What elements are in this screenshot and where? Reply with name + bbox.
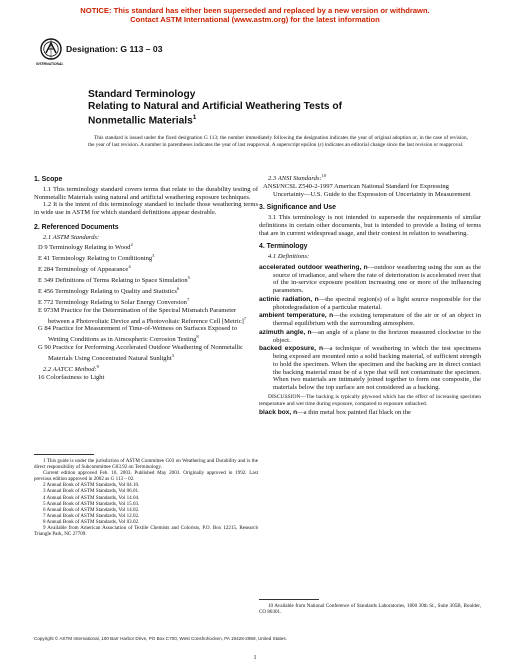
document-title (88, 89, 468, 127)
astm-standards-label: 2.1 ASTM Standards: (43, 233, 100, 241)
term-text: —the existing temperature of the air or of an object in thermal equilibrium with the surrounding atmosphere. (273, 312, 482, 328)
reference-item: E 349 Definitions of Terms Relating to Space Simulation$^5$ (38, 275, 190, 285)
term-name: ambient temperature, n (259, 312, 334, 320)
term-name: accelerated outdoor weathering, n (259, 263, 368, 271)
term-text: —the spectral region(s) of a light source responsible for the photodegradation of a particular material. (273, 295, 481, 311)
reference-item: D 9 Terminology Relating to Wood$^2$ (38, 242, 133, 252)
ansi-item: ANSI/NCSL Z540-2-1997 American National Standard for Expressing Uncertainty—U.S. Guide to the Expression of Uncertainty in Measurement (263, 182, 471, 198)
term-definition (259, 409, 481, 417)
footnote: 3 Annual Book of ASTM Standards, Vol 06.01. (43, 488, 140, 495)
title-line-2: Relating to Natural and Artificial Weathering Tests of (88, 100, 342, 112)
footnote: 8 Annual Book of ASTM Standards, Vol 03.02. (43, 518, 140, 525)
footnote-divider (34, 454, 94, 455)
term-definition (259, 329, 481, 345)
term-text: —an angle of a plane to the horizon measured clockwise to the object. (273, 328, 482, 344)
astm-logo-icon (40, 36, 62, 76)
term-definition (259, 264, 481, 295)
section-significance-heading: 3. Significance and Use (259, 204, 336, 212)
section-scope-heading: 1. Scope (34, 176, 63, 183)
term-name: azimuth angle, n (259, 328, 312, 336)
term-definition (259, 345, 481, 392)
footnote: 10 Available from National Conference of Standards Laboratories, 1800 30th St., Suite 305B, Boulder, CO 80301. (259, 603, 481, 616)
footnote: 2 Annual Book of ASTM Standards, Vol 04.10. (43, 482, 140, 489)
term-text: —a thin metal box painted flat black on the (297, 409, 411, 417)
notice-line-2: Contact ASTM International (www.astm.org) for the latest information (130, 15, 380, 24)
reference-item: E 973M Practice for the Determination of the Spectral Mismatch Parameter between a Photovoltaic Device and a Photovoltaic Reference Cell [Metric]$^7$ (38, 306, 247, 325)
left-column (34, 172, 258, 381)
term-definition (259, 312, 481, 328)
footnote: 5 Annual Book of ASTM Standards, Vol 15.03. (43, 500, 140, 507)
title-line-1: Standard Terminology (88, 89, 196, 100)
footnote: 7 Annual Book of ASTM Standards, Vol 12.02. (43, 512, 140, 519)
right-column (259, 172, 481, 418)
astm-logo (36, 36, 64, 76)
title-line-3: Nonmetallic Materials (88, 115, 193, 127)
ansi-label: 2.3 ANSI Standards: (268, 175, 322, 183)
ansi-footnote-ref: 10 (321, 173, 327, 178)
footnote-divider (259, 599, 319, 600)
title-footnote-ref: 1 (192, 114, 197, 121)
scope-1-2: 1.2 It is the intent of this terminology standard to include those weathering terms in wide use in ASTM for which standard definitions appear desirable. (34, 201, 258, 216)
right-footnotes (259, 595, 481, 615)
footnote: 9 Available from American Association of Textile Chemists and Colorists, P.O. Box 12215, Research Triangle Park, NC 27709. (34, 525, 258, 538)
term-name: black box, n (259, 409, 298, 417)
reference-item: E 41 Terminology Relating to Conditioning$^3$ (38, 253, 155, 263)
section-referenced-docs-heading: 2. Referenced Documents (34, 223, 119, 231)
footnote: 4 Annual Book of ASTM Standards, Vol 14.04. (43, 494, 140, 501)
scope-1-1: 1.1 This terminology standard covers terms that relate to the durability testing of Nonmetallic Materials using natural and artificial weathering exposure techniques. (34, 185, 258, 201)
term-text: —a technique of weathering in which the test specimens being exposed are mounted onto a solid backing material, of sufficient strength to hold the specimen. When the specimen and the backing are in direct contact the backing material must be of a type that will not contaminate the specimen. When two materials are intimately joined together to form one composite, the materials below the top surface are not considered as a backing. (273, 345, 481, 392)
left-footnotes (34, 450, 258, 537)
aatcc-subheading (34, 363, 258, 374)
copyright-line: Copyright © ASTM International, 100 Barr Harbor Drive, PO Box C700, West Conshohocken, PA 19428-2959, United States. (34, 636, 287, 641)
page-number: 1 (253, 655, 257, 661)
logo-caption: INTERNATIONAL (36, 62, 64, 66)
significance-3-1: 3.1 This terminology is not intended to supersede the requirements of similar definitions in certain other documents, but is intended to provide a listing of terms that are in current widespread usage, and their context in relation to weathering. (259, 214, 481, 237)
term-text: —outdoor weathering using the sun as the source of irradiance, and where the rate of deterioration is accelerated over that of the in-service exposure position increasing one or more of the influencing parameters. (273, 263, 481, 295)
term-definition (259, 296, 481, 312)
designation: Designation: G 113 – 03 (66, 44, 163, 54)
section-terminology-heading: 4. Terminology (259, 243, 308, 251)
supersession-notice (0, 6, 510, 24)
reference-item: G 84 Practice for Measurement of Time-of-Wetness on Surfaces Exposed to Wetting Conditions as in Atmospheric Corrosion Testing$^8$ (38, 325, 238, 344)
discussion-note: DISCUSSION—The backing is typically plywood which has the effect of increasing specimen temperature and wet time during exposure, compared to exposure unbacked. (259, 393, 481, 407)
astm-standards-subheading (34, 234, 258, 242)
issuance-note: This standard is issued under the fixed designation G 113; the number immediately following the designation indicates the year of original adoption or, in the case of revision, the year of last revision. A number in parentheses indicates the year of last reapproval. A superscript epsilon (ε) indicates an editorial change since the last revision or reapproval. (88, 135, 468, 148)
footnote: 1 This guide is under the jurisdiction of ASTM Committee G03 on Weathering and Durability and is the direct responsibility of Subcommittee G03.92 on Terminology. (34, 458, 258, 471)
aatcc-label: 2.2 AATCC Method: (43, 365, 97, 373)
definitions-label: 4.1 Definitions: (268, 253, 310, 261)
footnote: 6 Annual Book of ASTM Standards, Vol 14.02. (43, 506, 140, 513)
reference-item: E 456 Terminology Relating to Quality and Statistics$^6$ (38, 285, 180, 296)
definitions-subheading (259, 253, 481, 261)
term-name: actinic radiation, n (259, 295, 319, 303)
aatcc-item: 16 Colorfastness to Light (38, 373, 105, 381)
ansi-subheading (259, 172, 481, 183)
aatcc-footnote-ref: 9 (96, 363, 99, 369)
reference-item: E 284 Terminology of Appearance$^4$ (38, 264, 131, 274)
reference-item: G 90 Practice for Performing Accelerated Outdoor Weathering of Nonmetallic Materials Using Concentrated Natural Sunlight$^3$ (38, 344, 243, 363)
footnote: Current edition approved Feb. 10, 2003. Published May 2003. Originally approved in 1992. Last previous edition approved in 2002 as G 113 – 02. (34, 470, 258, 483)
astm-reference-list (34, 241, 258, 363)
reference-item: E 772 Terminology Relating to Solar Energy Conversion$^7$ (38, 296, 190, 307)
term-name: backed exposure, n (259, 345, 324, 353)
notice-line-1: NOTICE: This standard has either been superseded and replaced by a new version or withdrawn. (80, 6, 430, 15)
